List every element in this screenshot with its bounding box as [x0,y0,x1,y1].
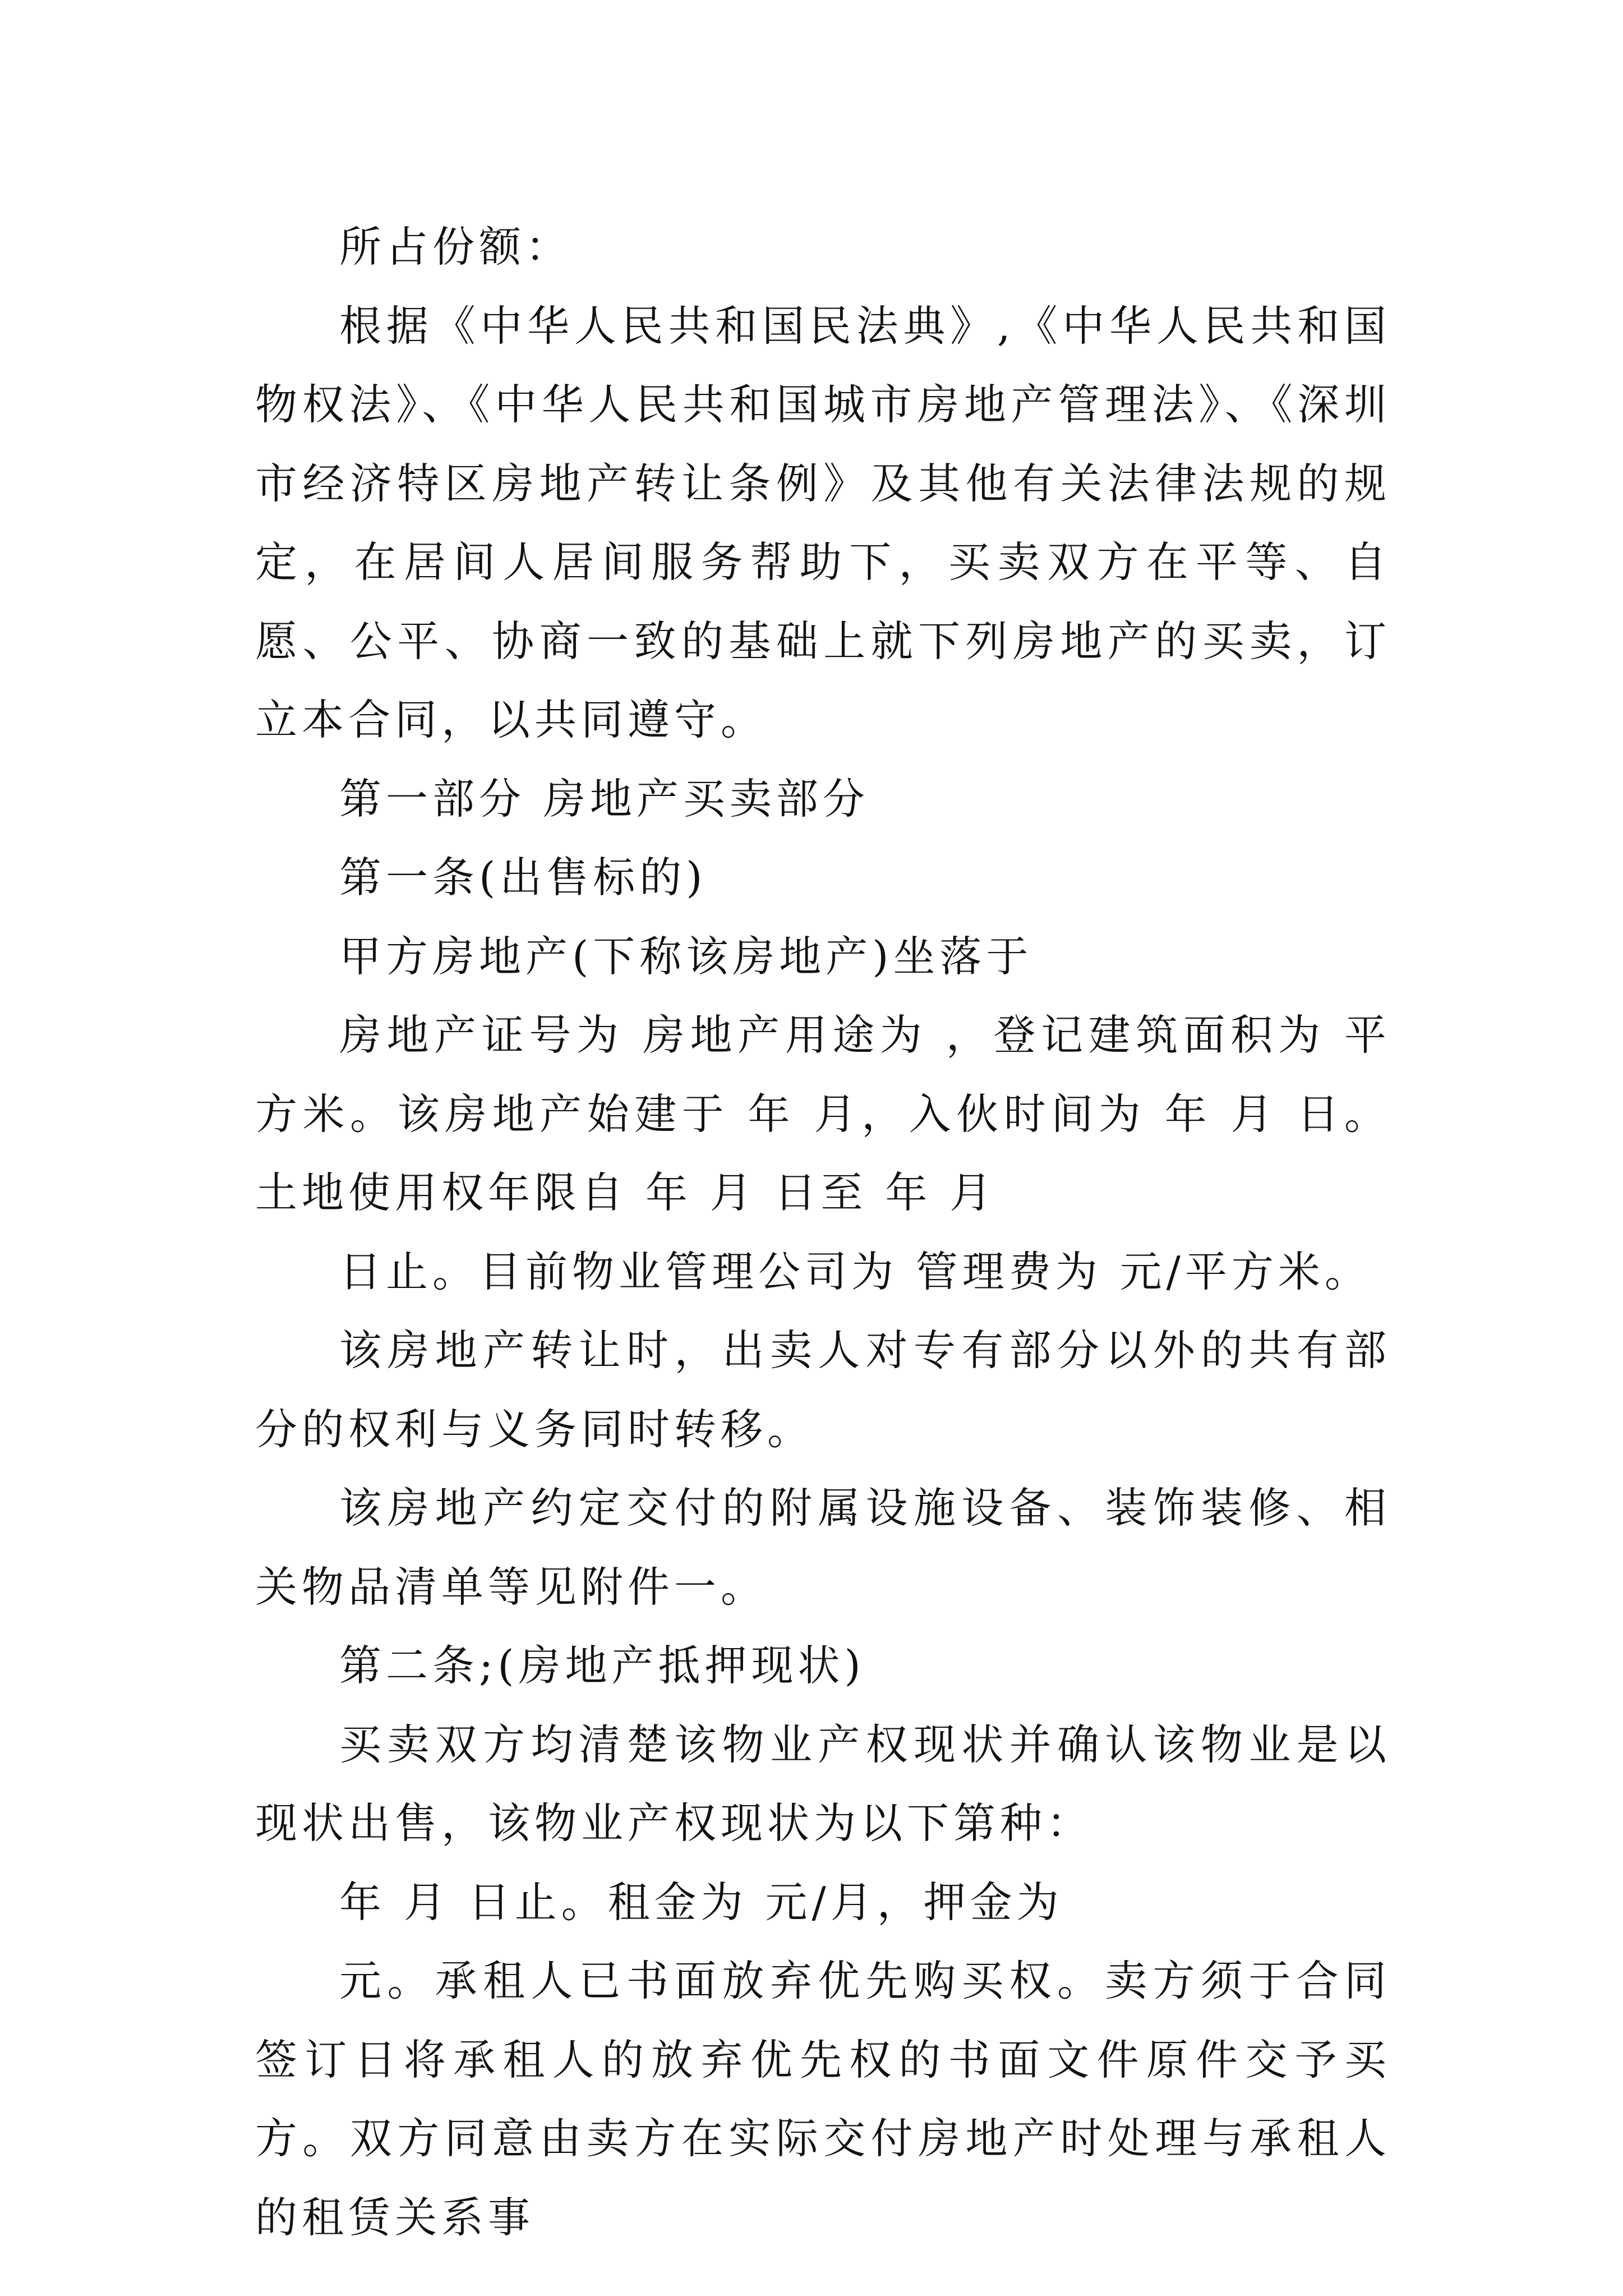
paragraph-tenant-waiver: 元。承租人已书面放弃优先购买权。卖方须于合同签订日将承租人的放弃优先权的书面文件原件交予买方。双方同意由卖方在实际交付房地产时处理与承租人的租赁关系事 [255,1956,1391,2242]
paragraph-part-one-heading: 第一部分 房地产买卖部分 [339,774,869,823]
paragraph-legal-basis: 根据《中华人民共和国民法典》,《中华人民共和国物权法》、《中华人民共和国城市房地产管理法》、《深圳市经济特区房地产转让条例》及其他有关法律法规的规定，在居间人居间服务帮助下，买卖双方在平等、自愿、公平、协商一致的基础上就下列房地产的买卖，订立本合同，以共同遵守。 [255,301,1391,744]
paragraph-share-portion: 所占份额： [339,222,573,272]
document-body [255,208,1391,2257]
paragraph-lease-terms: 年 月 日止。租金为 元/月，押金为 [339,1877,1063,1927]
paragraph-attached-facilities: 该房地产约定交付的附属设施设备、装饰装修、相关物品清单等见附件一。 [255,1483,1391,1612]
paragraph-property-certificate: 房地产证号为 房地产用途为 ，登记建筑面积为 平方米。该房地产始建于 年 月，入伙时间为 年 月 日。土地使用权年限自 年 月 日至 年 月 [255,1010,1391,1217]
paragraph-article-one-heading: 第一条(出售标的) [339,853,707,902]
paragraph-property-location: 甲方房地产(下称该房地产)坐落于 [339,931,1033,981]
paragraph-article-two-heading: 第二条;(房地产抵押现状) [339,1641,865,1690]
paragraph-property-status: 买卖双方均清楚该物业产权现状并确认该物业是以现状出售，该物业产权现状为以下第种： [255,1719,1391,1848]
paragraph-common-rights: 该房地产转让时，出卖人对专有部分以外的共有部分的权利与义务同时转移。 [255,1326,1391,1454]
paragraph-land-use-end: 日止。目前物业管理公司为 管理费为 元/平方米。 [339,1246,1371,1296]
